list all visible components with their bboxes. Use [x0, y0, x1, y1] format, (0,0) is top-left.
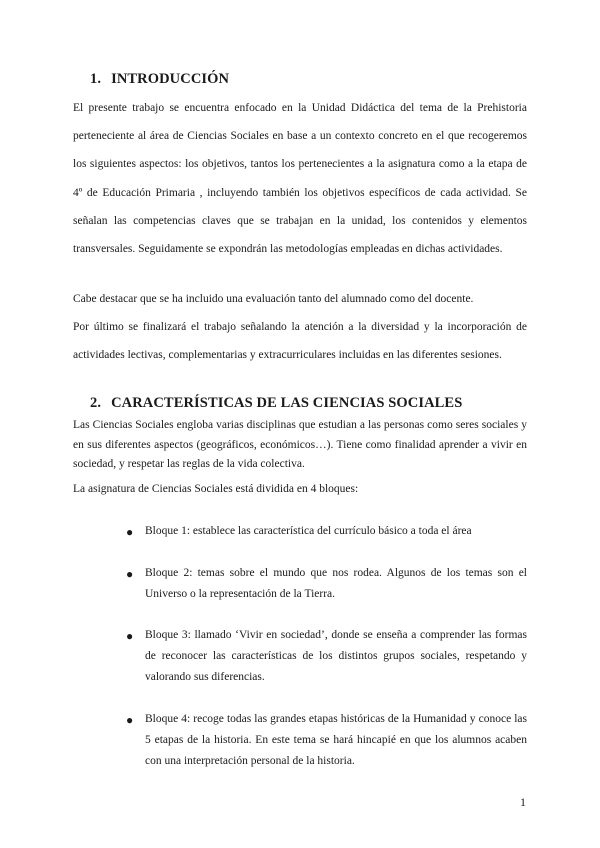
- section-2-heading: [90, 395, 462, 412]
- bullet-item-2: Bloque 2: temas sobre el mundo que nos rodea. Algunos de los temas son el Universo o la representación de la Tierra.: [145, 567, 527, 600]
- section-1-heading: [90, 71, 229, 88]
- intro-paragraph-3: Por último se finalizará el trabajo señalando la atención a la diversidad y la incorporación de actividades lectivas, complementarias y extracurriculares incluidas en las diferentes sesiones.: [73, 321, 527, 362]
- characteristics-paragraph-2: La asignatura de Ciencias Sociales está dividida en 4 bloques:: [73, 483, 359, 495]
- bullet-item-3: Bloque 3: llamado ‘Vivir en sociedad’, donde se enseña a comprender las formas de reconocer las características de los distintos grupos sociales, respetando y valorando sus diferencias.: [145, 629, 527, 683]
- intro-paragraph-1: El presente trabajo se encuentra enfocado en la Unidad Didáctica del tema de la Prehistoria perteneciente al área de Ciencias Sociales en base a un contexto concreto en el que recogeremos los siguientes aspectos: los objetivos, tantos los pertenecientes a la asignatura como a la etapa de 4º de Educación Primaria , incluyendo también los objetivos específicos de cada actividad. Se señalan las competencias claves que se trabajan en la unidad, los contenidos y elementos transversales. Seguidamente se expondrán las metodologías empleadas en dichas actividades.: [73, 102, 527, 256]
- bullet-item-1: Bloque 1: establece las característica del currículo básico a toda el área: [145, 525, 472, 537]
- section-2-number: 2.: [90, 395, 102, 411]
- bullet-dot-2: ●: [126, 567, 134, 581]
- characteristics-paragraph-1: Las Ciencias Sociales engloba varias disciplinas que estudian a las personas como seres sociales y en sus diferentes aspectos (geográficos, económicos…). Tiene como finalidad aprender a vivir en sociedad, y respetar las reglas de la vida colectiva.: [73, 419, 527, 470]
- section-1-title: INTRODUCCIÓN: [111, 71, 230, 87]
- bullet-dot-3: ●: [126, 629, 134, 643]
- bullet-dot-4: ●: [126, 713, 134, 727]
- bullet-item-4: Bloque 4: recoge todas las grandes etapas históricas de la Humanidad y conoce las 5 etapas de la historia. En este tema se hará hincapié en que los alumnos acaben con una interpretación personal de la historia.: [145, 713, 527, 767]
- section-2-title: CARACTERÍSTICAS DE LAS CIENCIAS SOCIALES: [111, 395, 463, 411]
- intro-paragraph-2: Cabe destacar que se ha incluido una evaluación tanto del alumnado como del docente.: [73, 293, 474, 305]
- section-1-number: 1.: [90, 71, 102, 87]
- page-number: 1: [520, 795, 526, 809]
- bullet-dot-1: ●: [126, 525, 134, 539]
